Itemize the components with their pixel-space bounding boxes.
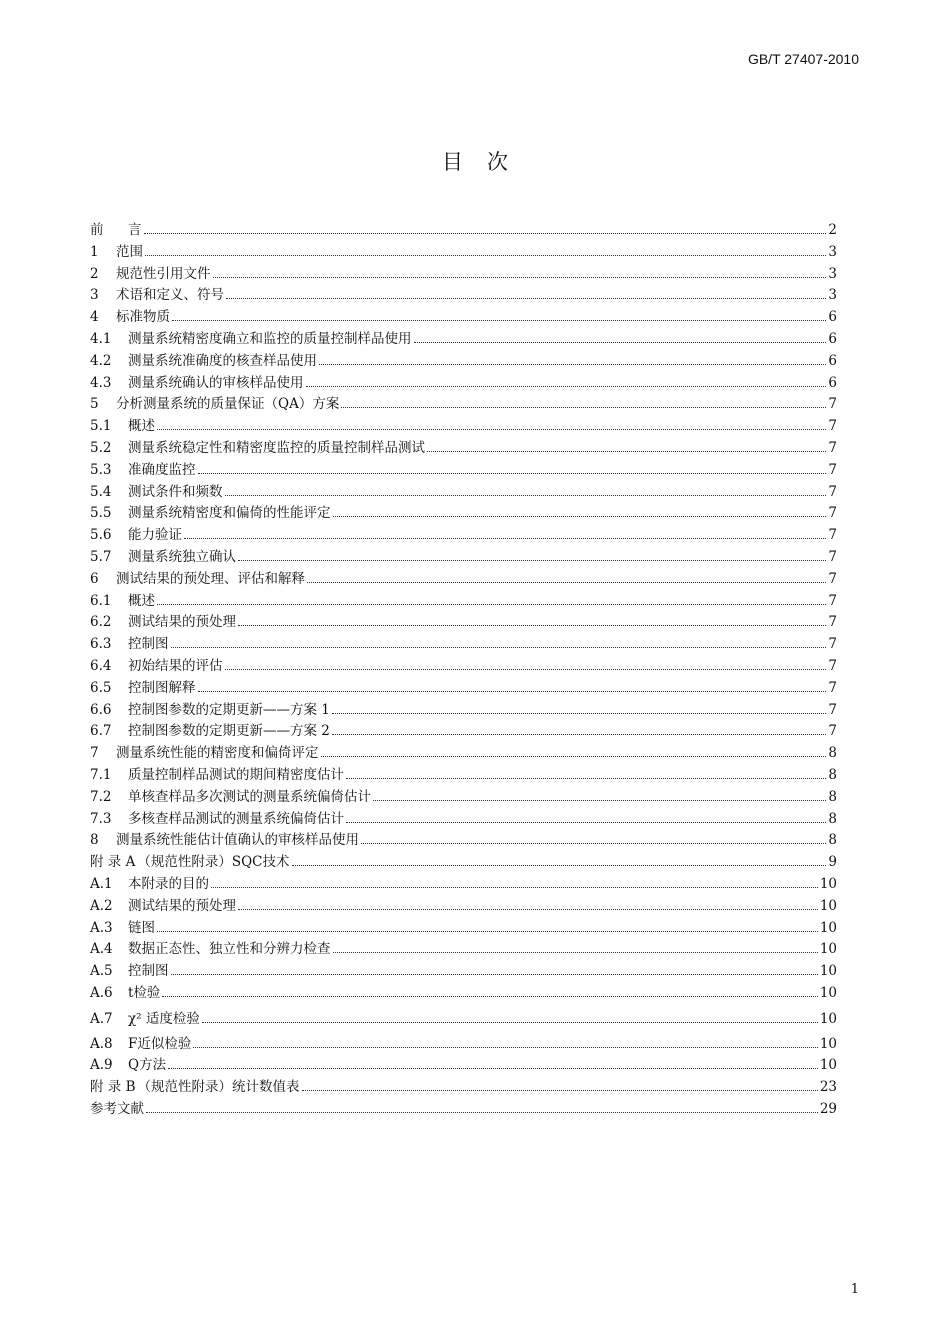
toc-entry-number: 1 <box>90 243 99 260</box>
dot-leader <box>213 277 827 278</box>
toc-entry[interactable] <box>90 416 837 438</box>
toc-entry[interactable] <box>90 634 837 656</box>
toc-entry-number: 6.7 <box>90 723 112 740</box>
toc-entry-number: 5.6 <box>90 527 112 544</box>
toc-entry-page: 7 <box>828 701 837 718</box>
toc-entry-title: 控制图 <box>128 963 169 980</box>
toc-entry[interactable] <box>90 830 837 852</box>
toc-entry[interactable] <box>90 547 837 569</box>
toc-entry-title: 测量系统性能估计值确认的审核样品使用 <box>116 832 359 849</box>
toc-entry-title: 初始结果的评估 <box>128 657 223 674</box>
dot-leader <box>238 625 826 626</box>
toc-entry-page: 10 <box>819 963 837 980</box>
toc-entry[interactable] <box>90 787 837 809</box>
dot-leader <box>238 909 818 910</box>
toc-entry[interactable] <box>90 743 837 765</box>
toc-entry-number: 6.5 <box>90 679 112 696</box>
toc-entry-page: 10 <box>819 897 837 914</box>
dot-leader <box>202 1022 818 1023</box>
toc-entry-title: 数据正态性、独立性和分辨力检查 <box>128 941 331 958</box>
toc-entry-title: 测试条件和频数 <box>128 483 223 500</box>
toc-entry-title: 分析测量系统的质量保证（QA）方案 <box>116 396 340 413</box>
toc-entry-page: 7 <box>828 636 837 653</box>
dot-leader <box>307 582 826 583</box>
toc-entry-number: 7 <box>90 745 99 762</box>
toc-entry-number: 4.3 <box>90 374 112 391</box>
toc-entry-page: 9 <box>828 854 837 871</box>
toc-entry-number: 5.5 <box>90 505 112 522</box>
dot-leader <box>319 364 826 365</box>
toc-entry[interactable] <box>90 1055 837 1077</box>
dot-leader <box>157 931 818 932</box>
toc-entry-title: 测量系统独立确认 <box>128 548 236 565</box>
toc-entry-number: 4.1 <box>90 330 112 347</box>
toc-entry[interactable] <box>90 656 837 678</box>
toc-entry-number: A.6 <box>90 984 113 1001</box>
toc-entry-title: F近似检验 <box>128 1035 192 1052</box>
toc-entry-number: 5 <box>90 396 99 413</box>
toc-entry-number: A.9 <box>90 1057 113 1074</box>
toc-entry[interactable] <box>90 220 837 242</box>
toc-entry-page: 10 <box>819 984 837 1001</box>
dot-leader <box>146 1112 818 1113</box>
toc-entry-title: 质量控制样品测试的期间精密度估计 <box>128 766 344 783</box>
dot-leader <box>193 1047 817 1048</box>
toc-entry-page: 3 <box>828 265 837 282</box>
toc-entry-page: 7 <box>828 461 837 478</box>
toc-entry[interactable] <box>90 678 837 700</box>
toc-entry-page: 7 <box>828 418 837 435</box>
toc-entry[interactable] <box>90 525 837 547</box>
toc-entry[interactable] <box>90 373 837 395</box>
dot-leader <box>346 778 826 779</box>
dot-leader <box>238 560 826 561</box>
toc-entry-title: 测量系统确认的审核样品使用 <box>128 374 304 391</box>
toc-entry[interactable] <box>90 591 837 613</box>
toc-entry-page: 7 <box>828 483 837 500</box>
toc-entry-number: 附 录 B <box>90 1079 136 1096</box>
toc-entry[interactable] <box>90 612 837 634</box>
toc-entry-page: 7 <box>828 570 837 587</box>
toc-entry-number: A.7 <box>90 1010 113 1027</box>
toc-entry[interactable] <box>90 329 837 351</box>
dot-leader <box>171 647 827 648</box>
dot-leader <box>157 429 826 430</box>
dot-leader <box>226 298 826 299</box>
toc-entry-title: 术语和定义、符号 <box>116 287 224 304</box>
toc-entry[interactable] <box>90 264 837 286</box>
toc-entry[interactable] <box>90 482 837 504</box>
toc-entry-page: 8 <box>828 788 837 805</box>
toc-entry-page: 3 <box>828 287 837 304</box>
toc-entry[interactable] <box>90 1077 837 1099</box>
toc-entry-page: 10 <box>819 1010 837 1027</box>
dot-leader <box>321 756 827 757</box>
dot-leader <box>145 255 826 256</box>
toc-entry-number: 6.2 <box>90 614 112 631</box>
toc-entry-number: A.4 <box>90 941 113 958</box>
page-title: 目次 <box>442 150 532 174</box>
toc-entry-title: 测试结果的预处理 <box>128 897 236 914</box>
toc-entry-title: 概述 <box>128 592 155 609</box>
toc-entry-title: 测量系统性能的精密度和偏倚评定 <box>116 745 319 762</box>
toc-entry-number: 7.2 <box>90 788 112 805</box>
toc-entry-title: 多核查样品测试的测量系统偏倚估计 <box>128 810 344 827</box>
toc-entry-title: 单核查样品多次测试的测量系统偏倚估计 <box>128 788 371 805</box>
toc-entry[interactable] <box>90 918 837 940</box>
toc-entry-title: 控制图 <box>128 636 169 653</box>
dot-leader <box>302 1090 818 1091</box>
dot-leader <box>198 473 827 474</box>
toc-entry-page: 6 <box>828 374 837 391</box>
dot-leader <box>157 604 826 605</box>
toc-entry-number: 3 <box>90 287 99 304</box>
toc-entry-page: 7 <box>828 505 837 522</box>
dot-leader <box>346 822 826 823</box>
dot-leader <box>333 516 827 517</box>
toc-entry[interactable] <box>90 939 837 961</box>
toc-entry[interactable] <box>90 852 837 874</box>
toc-entry-page: 7 <box>828 657 837 674</box>
toc-entry-number: 7.1 <box>90 766 112 783</box>
dot-leader <box>427 451 826 452</box>
toc-entry[interactable] <box>90 1005 837 1034</box>
toc-entry-page: 8 <box>828 766 837 783</box>
toc-entry-page: 7 <box>828 439 837 456</box>
toc-entry-title: 范围 <box>116 243 143 260</box>
toc-entry-title: Q方法 <box>128 1057 167 1074</box>
toc-entry[interactable] <box>90 1034 837 1056</box>
toc-entry-number: 8 <box>90 832 99 849</box>
toc-entry-number: A.3 <box>90 919 113 936</box>
standard-code: GB/T 27407-2010 <box>747 51 859 67</box>
dot-leader <box>332 713 827 714</box>
toc-entry-page: 7 <box>828 548 837 565</box>
dot-leader <box>341 407 826 408</box>
dot-leader <box>225 669 827 670</box>
toc-entry-number: 附 录 A <box>90 854 136 871</box>
toc-entry-number: 6.6 <box>90 701 112 718</box>
toc-entry[interactable] <box>90 569 837 591</box>
toc-entry-number: 7.3 <box>90 810 112 827</box>
toc-entry[interactable] <box>90 307 837 329</box>
toc-entry-page: 7 <box>828 679 837 696</box>
dot-leader <box>225 495 827 496</box>
dot-leader <box>361 843 826 844</box>
toc-entry[interactable] <box>90 721 837 743</box>
toc-entry-title: 控制图参数的定期更新——方案 2 <box>128 723 330 740</box>
dot-leader <box>144 233 827 234</box>
toc-entry-page: 6 <box>828 330 837 347</box>
toc-entry-number: A.8 <box>90 1035 113 1052</box>
dot-leader <box>172 320 826 321</box>
toc-entry-title: 测试结果的预处理 <box>128 614 236 631</box>
toc-entry-page: 23 <box>819 1079 837 1096</box>
toc-entry-number: 前 <box>90 222 104 238</box>
toc-entry[interactable] <box>90 394 837 416</box>
toc-entry-title: 规范性引用文件 <box>116 265 211 282</box>
dot-leader <box>162 996 817 997</box>
toc-entry-number: 2 <box>90 265 99 282</box>
dot-leader <box>292 865 827 866</box>
toc-entry-title: t检验 <box>128 984 161 1001</box>
dot-leader <box>333 952 818 953</box>
toc-entry-page: 7 <box>828 723 837 740</box>
toc-entry[interactable] <box>90 1099 837 1121</box>
page-number: 1 <box>850 1282 859 1297</box>
toc-entry-page: 3 <box>828 243 837 260</box>
toc-entry-title: χ² 适度检验 <box>128 1010 200 1027</box>
toc-entry[interactable] <box>90 351 837 373</box>
toc-entry-number: 5.7 <box>90 548 112 565</box>
toc-entry-page: 8 <box>828 810 837 827</box>
toc-entry-number: 6 <box>90 570 99 587</box>
toc-entry[interactable] <box>90 961 837 983</box>
table-of-contents <box>90 220 837 1121</box>
toc-entry-title: 标准物质 <box>116 309 170 326</box>
toc-entry-number: 4 <box>90 309 99 326</box>
dot-leader <box>171 974 818 975</box>
toc-entry-number: 5.4 <box>90 483 112 500</box>
toc-entry-number: 5.1 <box>90 418 112 435</box>
toc-entry[interactable] <box>90 874 837 896</box>
toc-entry[interactable] <box>90 460 837 482</box>
toc-entry-title: （规范性附录）SQC技术 <box>137 854 290 871</box>
toc-entry-page: 10 <box>819 1035 837 1052</box>
toc-entry-number: 6.4 <box>90 657 112 674</box>
toc-entry-number: A.5 <box>90 963 113 980</box>
toc-entry-page: 7 <box>828 396 837 413</box>
toc-entry-title: 控制图解释 <box>128 679 196 696</box>
toc-entry[interactable] <box>90 765 837 787</box>
toc-entry-title: （规范性附录）统计数值表 <box>137 1079 300 1096</box>
toc-entry-title: 言 <box>128 222 142 238</box>
toc-entry-title: 测量系统精密度和偏倚的性能评定 <box>128 505 331 522</box>
toc-entry-title: 测量系统精密度确立和监控的质量控制样品使用 <box>128 330 412 347</box>
toc-entry-number: 6.1 <box>90 592 112 609</box>
toc-entry-number: 6.3 <box>90 636 112 653</box>
toc-entry[interactable] <box>90 896 837 918</box>
toc-entry[interactable] <box>90 438 837 460</box>
toc-entry-title: 测试结果的预处理、评估和解释 <box>116 570 305 587</box>
toc-entry-title: 能力验证 <box>128 527 182 544</box>
toc-entry-page: 7 <box>828 527 837 544</box>
toc-entry[interactable] <box>90 700 837 722</box>
dot-leader <box>306 386 827 387</box>
dot-leader <box>184 538 826 539</box>
toc-entry[interactable] <box>90 809 837 831</box>
toc-entry-title: 准确度监控 <box>128 461 196 478</box>
dot-leader <box>211 887 818 888</box>
toc-entry-page: 7 <box>828 614 837 631</box>
toc-entry-title: 本附录的目的 <box>128 875 209 892</box>
toc-entry-title: 测量系统稳定性和精密度监控的质量控制样品测试 <box>128 439 425 456</box>
toc-entry-page: 7 <box>828 592 837 609</box>
toc-entry-page: 10 <box>819 919 837 936</box>
toc-entry[interactable] <box>90 242 837 264</box>
toc-entry-number: 5.2 <box>90 439 112 456</box>
toc-entry-page: 10 <box>819 875 837 892</box>
toc-entry-page: 2 <box>828 222 837 238</box>
dot-leader <box>332 734 827 735</box>
dot-leader <box>373 800 826 801</box>
toc-entry-number: 5.3 <box>90 461 112 478</box>
toc-entry-number: A.1 <box>90 875 113 892</box>
dot-leader <box>168 1068 818 1069</box>
toc-entry-number: 4.2 <box>90 352 112 369</box>
toc-entry[interactable] <box>90 983 837 1005</box>
toc-entry-title: 测量系统准确度的核查样品使用 <box>128 352 317 369</box>
dot-leader <box>198 691 827 692</box>
toc-entry-page: 6 <box>828 309 837 326</box>
toc-entry-page: 10 <box>819 1057 837 1074</box>
toc-entry[interactable] <box>90 285 837 307</box>
toc-entry-title: 概述 <box>128 418 155 435</box>
toc-entry[interactable] <box>90 503 837 525</box>
dot-leader <box>414 342 827 343</box>
toc-entry-title: 控制图参数的定期更新——方案 1 <box>128 701 330 718</box>
toc-entry-title: 参考文献 <box>90 1101 144 1118</box>
toc-entry-page: 10 <box>819 941 837 958</box>
toc-entry-page: 8 <box>828 832 837 849</box>
toc-entry-page: 29 <box>819 1101 837 1118</box>
toc-entry-title: 链图 <box>128 919 155 936</box>
toc-entry-number: A.2 <box>90 897 113 914</box>
toc-entry-page: 6 <box>828 352 837 369</box>
toc-entry-page: 8 <box>828 745 837 762</box>
